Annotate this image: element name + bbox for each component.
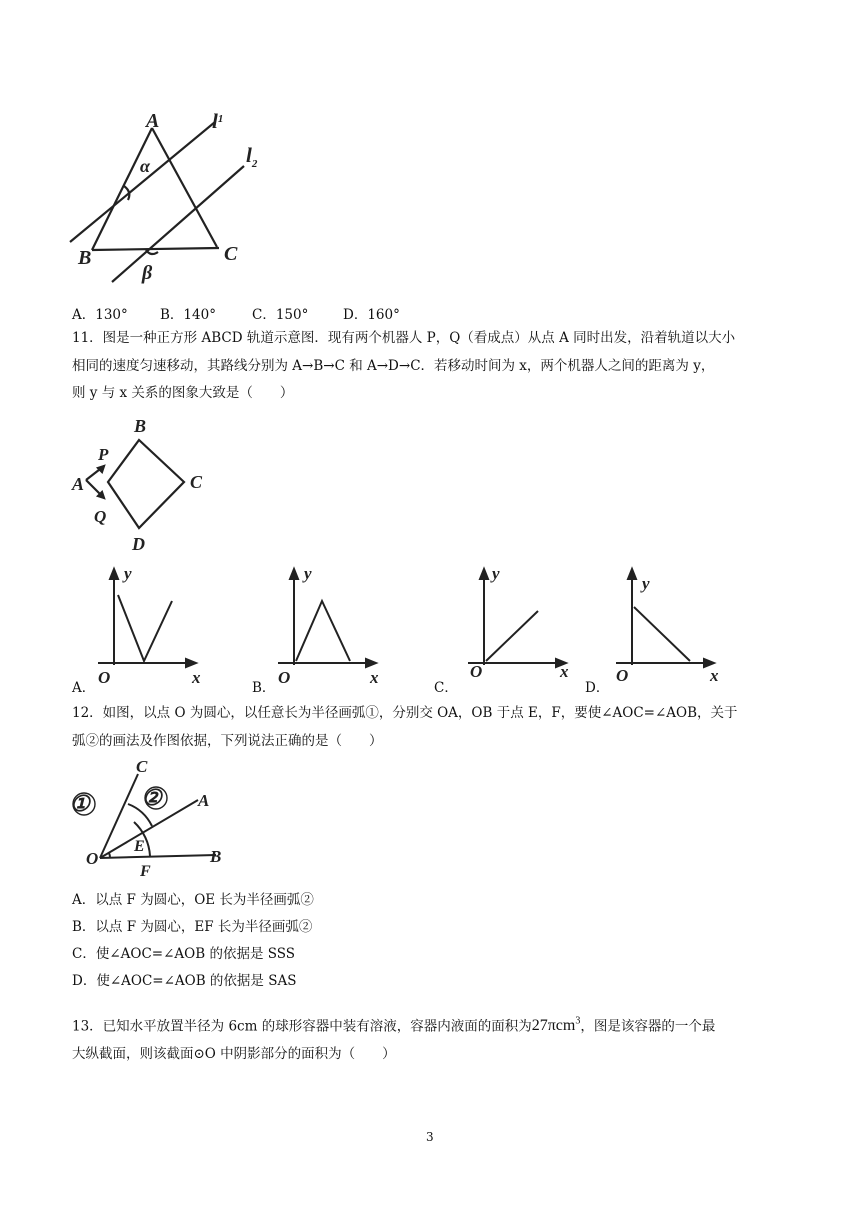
q10-triangle-figure: [62, 92, 292, 292]
graph-d-origin-label: O: [616, 666, 629, 685]
q12-label-F: F: [140, 863, 151, 880]
q11-graph-b: [272, 565, 382, 685]
q12-label-arc2: ②: [142, 785, 162, 810]
graph-b-y-label: y: [304, 564, 312, 583]
q11-label-B: B: [134, 416, 147, 436]
q12-option-b[interactable]: B．以点 F 为圆心，EF 长为半径画弧②: [72, 919, 313, 935]
q10-label-alpha: α: [140, 156, 150, 176]
q10-option-b[interactable]: B．140°: [160, 307, 216, 323]
q11-square-figure: [64, 410, 214, 560]
q10-label-C: C: [224, 243, 238, 265]
q10-option-a[interactable]: A．130°: [72, 307, 128, 323]
q12-label-A: A: [198, 791, 210, 810]
q12-angle-figure: [66, 752, 236, 882]
graph-d-x-label: x: [710, 666, 719, 685]
q11-label-P: P: [98, 445, 109, 464]
graph-c-y-label: y: [492, 564, 500, 583]
graph-d-y-label: y: [642, 574, 650, 593]
q10-label-A: A: [146, 110, 160, 132]
q12-option-d[interactable]: D．使∠AOC=∠AOB 的依据是 SAS: [72, 973, 297, 989]
q11-option-d[interactable]: D．: [585, 680, 610, 696]
q11-stem-line-1: 11．图是一种正方形 ABCD 轨道示意图．现有两个机器人 P，Q（看成点）从点 A 同时出发，沿着轨道以大小: [72, 330, 736, 346]
q11-option-a[interactable]: A．: [72, 680, 96, 696]
q12-option-a[interactable]: A．以点 F 为圆心，OE 长为半径画弧②: [72, 892, 314, 908]
graph-a-origin-label: O: [98, 668, 111, 687]
graph-b-origin-label: O: [278, 668, 291, 687]
q11-label-C: C: [190, 472, 203, 492]
q10-label-B: B: [78, 247, 92, 269]
graph-c-x-label: x: [560, 662, 569, 681]
q13-math: 27πcm$^3$: [531, 1016, 581, 1035]
q12-label-E: E: [134, 838, 145, 855]
q12-label-C: C: [136, 757, 148, 776]
q13-stem-line-2: 大纵截面，则该截面⊙O 中阴影部分的面积为（ ）: [72, 1046, 396, 1062]
q13-text-a: 13．已知水平放置半径为 6cm 的球形容器中装有溶液，容器内液面的面积为: [72, 1018, 532, 1035]
q12-label-arc1: ①: [70, 791, 90, 816]
q10-label-beta: β: [142, 262, 153, 284]
q11-stem-line-3: 则 y 与 x 关系的图象大致是（ ）: [72, 385, 294, 401]
q11-graph-c: [462, 565, 572, 685]
q11-label-A: A: [72, 474, 85, 494]
q11-option-b[interactable]: B．: [252, 680, 276, 696]
q12-label-B: B: [210, 847, 222, 866]
q11-graph-a: [92, 565, 202, 685]
q10-option-c[interactable]: C．150°: [252, 307, 309, 323]
q12-option-c[interactable]: C．使∠AOC=∠AOB 的依据是 SSS: [72, 946, 296, 962]
q13-text-b: ，图是该容器的一个最: [580, 1018, 716, 1035]
q10-label-l2: $l_2$: [246, 143, 258, 170]
q10-label-l1: $l^1$: [212, 109, 224, 133]
q11-label-D: D: [132, 534, 145, 554]
q12-stem-line-2: 弧②的画法及作图依据，下列说法正确的是（ ）: [72, 733, 383, 749]
graph-b-x-label: x: [370, 668, 379, 687]
graph-a-x-label: x: [192, 668, 201, 687]
graph-a-y-label: y: [124, 564, 132, 583]
q11-option-c[interactable]: C．: [434, 680, 458, 696]
q10-option-d[interactable]: D．160°: [343, 307, 400, 323]
page-number: 3: [426, 1130, 434, 1144]
graph-c-origin-label: O: [470, 662, 483, 681]
q11-graph-d: [612, 565, 732, 685]
q13-stem-line-1: [72, 1013, 715, 1035]
q12-stem-line-1: 12．如图，以点 O 为圆心，以任意长为半径画弧①，分别交 OA，OB 于点 E，F，要使∠AOC=∠AOB，关于: [72, 705, 738, 721]
q12-label-O: O: [86, 849, 99, 868]
q11-stem-line-2: 相同的速度匀速移动，其路线分别为 A→B→C 和 A→D→C．若移动时间为 x，两个机器人之间的距离为 y，: [72, 358, 715, 374]
q11-label-Q: Q: [94, 507, 107, 526]
